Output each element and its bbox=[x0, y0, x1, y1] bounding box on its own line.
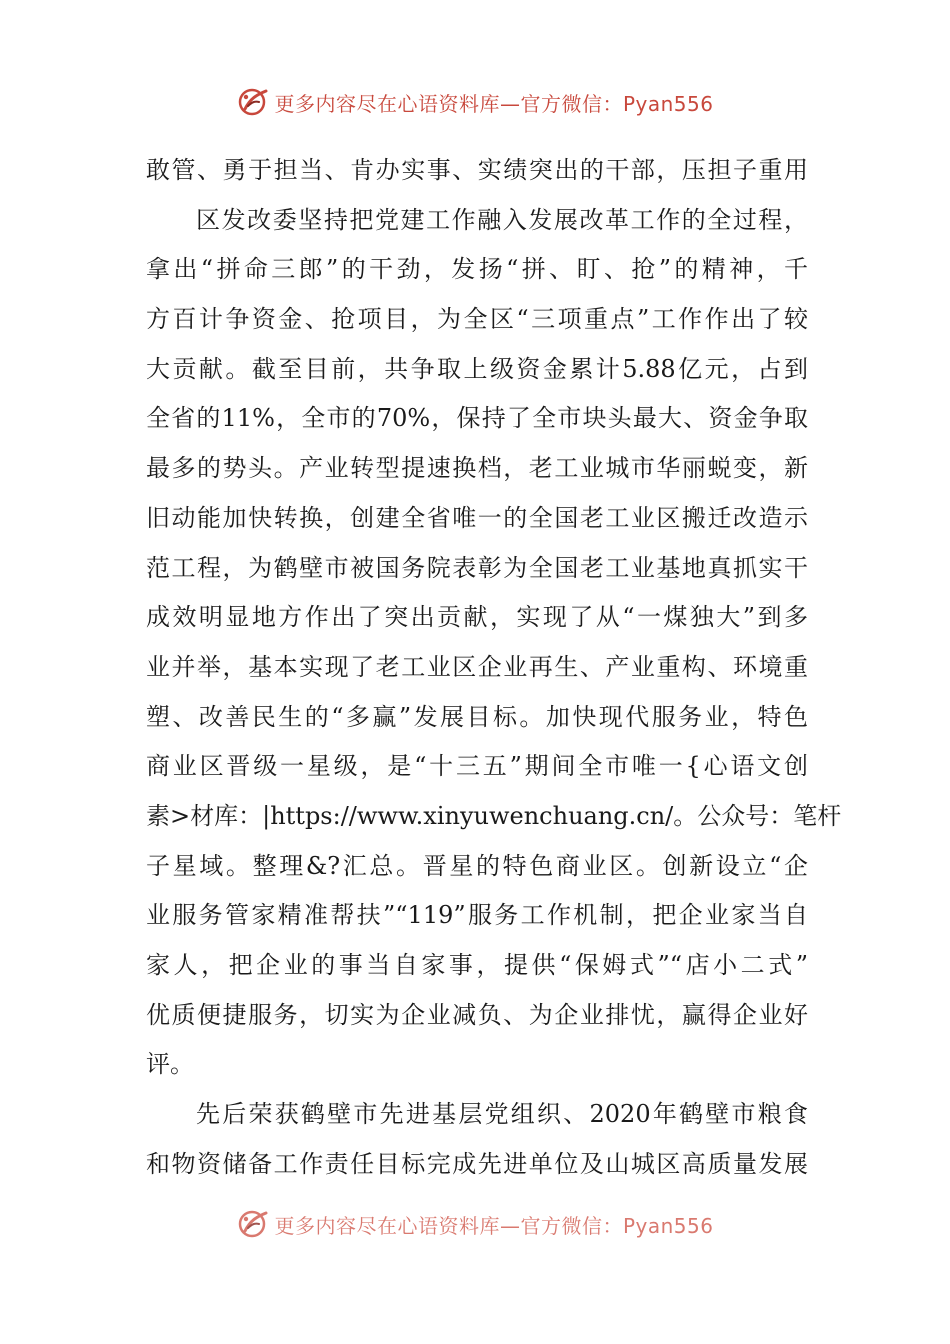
text-line: 范工程，为鹤壁市被国务院表彰为全国老工业基地真抓实干 bbox=[146, 553, 808, 582]
footer-banner-text: 更多内容尽在心语资料库—官方微信：Pyan556 bbox=[274, 1213, 714, 1238]
paragraph-end-line: 评。 bbox=[146, 1050, 194, 1079]
text-line: 最多的势头。产业转型提速换档，老工业城市华丽蜕变，新 bbox=[146, 454, 808, 483]
footer-banner bbox=[0, 1204, 950, 1244]
text-line: 业服务管家精准帮扶”“119”服务工作机制，把企业家当自 bbox=[146, 901, 808, 930]
text-line: 拿出“拼命三郎”的干劲，发扬“拼、盯、抢”的精神，千 bbox=[146, 255, 808, 284]
text-line: 子星域。整理&?汇总。晋星的特色商业区。创新设立“企 bbox=[146, 851, 808, 880]
text-line: 商业区晋级一星级，是“十三五”期间全市唯一{心语文创 bbox=[146, 752, 808, 781]
text-line: 旧动能加快转换，创建全省唯一的全国老工业区搬迁改造示 bbox=[146, 503, 808, 532]
text-line: 优质便捷服务，切实为企业减负、为企业排忧，赢得企业好 bbox=[146, 1000, 808, 1029]
text-line: 方百计争资金、抢项目，为全区“三项重点”工作作出了较 bbox=[146, 305, 808, 334]
text-line: 业并举，基本实现了老工业区企业再生、产业重构、环境重 bbox=[146, 652, 808, 681]
text-line: 素>材库：|https://www.xinyuwenchuang.cn/。公众号：笔杆 bbox=[146, 801, 842, 830]
paragraph-start-line: 区发改委坚持把党建工作融入发展改革工作的全过程， bbox=[196, 205, 808, 234]
brand-logo-icon bbox=[236, 85, 270, 119]
text-line: 家人，把企业的事当自家事，提供“保姆式”“店小二式” bbox=[146, 951, 808, 979]
paragraph-start-line: 先后荣获鹤壁市先进基层党组织、2020年鹤壁市粮食 bbox=[196, 1100, 808, 1129]
header-banner-text: 更多内容尽在心语资料库—官方微信：Pyan556 bbox=[274, 91, 714, 116]
text-line: 全省的11%，全市的70%，保持了全市块头最大、资金争取 bbox=[146, 404, 808, 433]
text-line: 和物资储备工作责任目标完成先进单位及山城区高质量发展 bbox=[146, 1149, 808, 1178]
document-body bbox=[146, 146, 842, 1189]
text-line: 塑、改善民生的“多赢”发展目标。加快现代服务业，特色 bbox=[146, 702, 808, 731]
brand-logo-icon bbox=[236, 1207, 270, 1241]
header-banner bbox=[0, 82, 950, 122]
text-line: 敢管、勇于担当、肯办实事、实绩突出的干部，压担子重用 bbox=[146, 156, 808, 184]
text-line: 成效明显地方作出了突出贡献，实现了从“一煤独大”到多 bbox=[146, 603, 808, 632]
text-line: 大贡献。截至目前，共争取上级资金累计5.88亿元，占到 bbox=[146, 354, 808, 383]
